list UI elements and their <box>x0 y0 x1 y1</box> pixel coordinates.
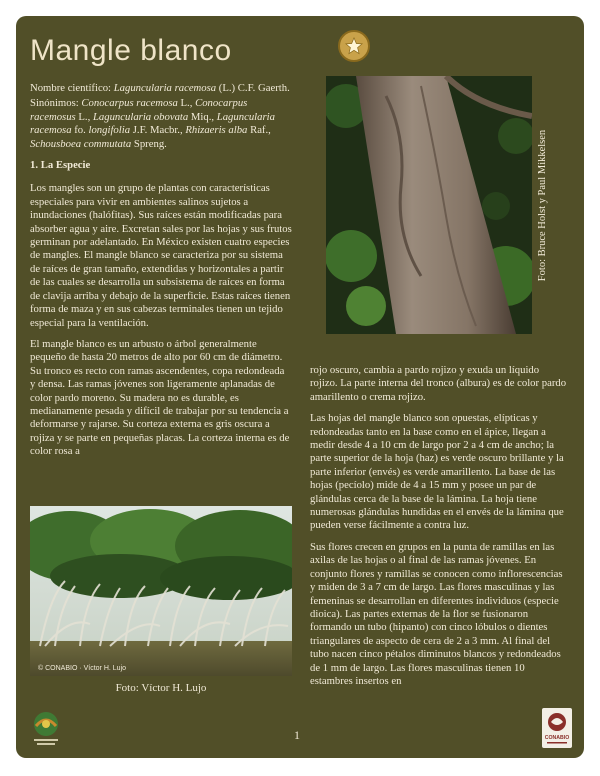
institution-logo-left <box>28 708 64 748</box>
mangrove-photo-caption: Foto: Víctor H. Lujo <box>115 682 207 694</box>
scientific-name-line: Nombre científico: Laguncularia racemosa (L.) C.F. Gaerth. <box>30 82 290 94</box>
tree-trunk-photo <box>326 76 532 334</box>
synonyms-line: Sinónimos: Conocarpus racemosa L., Conocarpus racemosus L., Laguncularia obovata Miq., Laguncularia racemosa fo. longifolia J.F. Macbr., Rhizaeris alba Raf., Schousboea commutata Spreng. <box>30 97 275 150</box>
left-column <box>30 82 292 467</box>
paragraph-intro: Los mangles son un grupo de plantas con características especiales para vivir en ambientes salinos sujetos a inundaciones (halófitas). Sus raíces están modificadas para absorber agua y aire. Excretan sales por las hojas y sus frutos germinan por adelantado. En México existen cuatro especies de mangles. El mangle blanco se caracteriza por su sistema de raíces de gran tamaño, extendidas y horizontales a partir de las cuales se desarrolla un subsistema de raíces en forma de clavija arriba y debajo de la superficie. Estas raíces tienen forma de maza y en sus cabezas terminales tienen un tejido especial para la ventilación. <box>30 182 292 329</box>
star-emblem-icon <box>338 30 370 62</box>
conabio-logo <box>542 708 572 748</box>
paragraph-bark-continued: rojo oscuro, cambia a pardo rojizo y exuda un líquido rojizo. La parte interna del tronco (albura) es de color pardo amarillento o crema rojizo. <box>310 364 567 403</box>
page-title: Mangle blanco <box>30 34 232 67</box>
conabio-logo-text: CONABIO <box>544 735 570 741</box>
section-heading: 1. La Especie <box>30 159 91 172</box>
mangrove-roots-photo <box>30 506 292 676</box>
right-column <box>310 364 568 696</box>
paragraph-leaves: Las hojas del mangle blanco son opuestas, elípticas y redondeadas tanto en la base como en el ápice, llegan a medir desde 4 a 10 cm de largo por 2 a 4 cm de ancho; la parte superior de la hoja (haz) es verde oscuro brillante y la parte inferior (envés) es verde amarillento. La base de las hojas (pecíolo) mide de 4 a 15 mm y posee un par de glándulas cerca de la base de la lámina. La hoja tiene numerosas glándulas hundidas en el envés de la lámina que pueden verse fácilmente a contra luz. <box>310 412 564 532</box>
tree-photo-credit: Foto: Bruce Holst y Paul Mikkelsen <box>537 129 549 281</box>
page-number: 1 <box>294 728 300 742</box>
mangrove-photo-watermark: © CONABIO · Víctor H. Lujo <box>38 665 127 672</box>
paragraph-flowers: Sus flores crecen en grupos en la punta de ramillas en las axilas de las hojas o al final de las ramas jóvenes. En conjunto flores y ramillas se conocen como inflorescencias y miden de 3 a 7 cm de largo. Las flores masculinas y las femeninas se desarrollan en diferentes individuos (especie dioica). Las partes externas de la flor se fusionaron formando un tubo (hipanto) con cinco lóbulos o dientes triangulares de aspecto de cera de 2 a 3 mm. Al final del tubo nacen cinco pétalos diminutos blancos y redondeados de 1 mm de largo. Las flores masculinas tienen 10 estambres insertos en <box>310 540 563 687</box>
paragraph-tree-description: El mangle blanco es un arbusto o árbol generalmente pequeño de hasta 20 metros de alto por 60 cm de diámetro. Su tronco es recto con ramas ascendentes, copa redondeada y densa. Las ramas jóvenes son ligeramente aplanadas de color pardo moreno. Su madera no es durable, es medianamente pesada y difícil de trabajar por su tendencia a deformarse y rajarse. Su corteza externa es gris oscura a rojiza y se parte en pequeñas placas. La corteza interna es de color rosa a <box>30 337 290 458</box>
